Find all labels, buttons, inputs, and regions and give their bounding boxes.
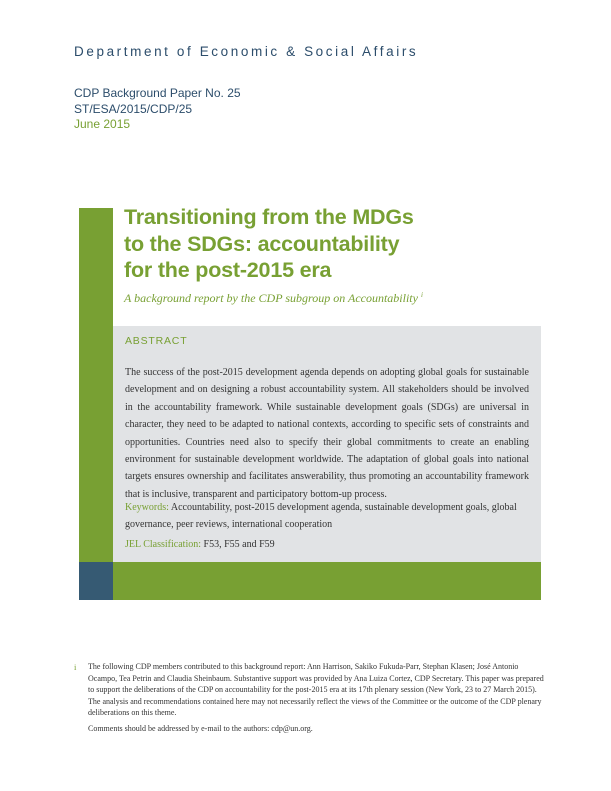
- jel-label: JEL Classification:: [125, 539, 202, 550]
- department-header: Department of Economic & Social Affairs: [74, 44, 419, 59]
- keywords: [125, 499, 529, 534]
- title-line-3: for the post-2015 era: [124, 258, 332, 282]
- title-line-2: to the SDGs: accountability: [124, 231, 400, 256]
- contact-line: Comments should be addressed by e-mail to the authors: cdp@un.org.: [88, 724, 313, 733]
- abstract-text: The success of the post-2015 development agenda depends on adopting global goals for sustainable development and on designing a robust accountability system. All stakeholders should be involved in the accountability framework. While sustainable development goals (SDGs) are universal in character, they need to be adapted to national contexts, according to specific sets of constraints and opportunities. Countries need also to specify their global commitments to create an enabling environment for sustainable development worldwide. The adaptation of global goals into national targets ensures ownership and facilitates answerability, thus promoting an accountability framework that is inclusive, transparent and participatory bottom-up process.: [125, 367, 529, 500]
- footnote-text: The following CDP members contributed to this background report: Ann Harrison, Sakiko Fukuda-Parr, Stephan Klasen; José Antonio Ocampo, Tea Petrin and Claudia Sheinbaum. Substantive support was provided by Ana Luiza Cortez, CDP Secretary. This paper was prepared to support the deliberations of the CDP on accountability for the post-2015 era at its 17th plenary session (New York, 23 to 27 March 2015). The analysis and recommendations contained here may not necessarily reflect the views of the Committee or the outcome of the CDP plenary deliberations on this theme.: [88, 662, 544, 717]
- document-code: ST/ESA/2015/CDP/25: [74, 101, 193, 116]
- jel-classification: [125, 539, 275, 550]
- footnote-marker: i: [74, 662, 77, 672]
- subtitle-footnote-mark: i: [420, 291, 423, 299]
- jel-codes: F53, F55 and F59: [203, 539, 275, 550]
- document-title: [124, 204, 414, 284]
- document-subtitle: [124, 291, 423, 306]
- paper-number: CDP Background Paper No. 25: [74, 86, 241, 100]
- publication-date: June 2015: [74, 117, 131, 131]
- green-accent-bar: [79, 208, 113, 562]
- green-accent-band: [113, 562, 541, 600]
- subtitle-text: A background report by the CDP subgroup on Accountability: [124, 291, 418, 305]
- blue-accent-square: [79, 562, 113, 600]
- paper-info: [74, 86, 241, 133]
- title-line-1: Transitioning from the MDGs: [124, 205, 414, 229]
- abstract-heading: ABSTRACT: [125, 335, 188, 347]
- keywords-text: Accountability, post-2015 development agenda, sustainable development goals, global governance, peer reviews, international cooperation: [125, 502, 517, 531]
- keywords-label: Keywords:: [125, 502, 169, 513]
